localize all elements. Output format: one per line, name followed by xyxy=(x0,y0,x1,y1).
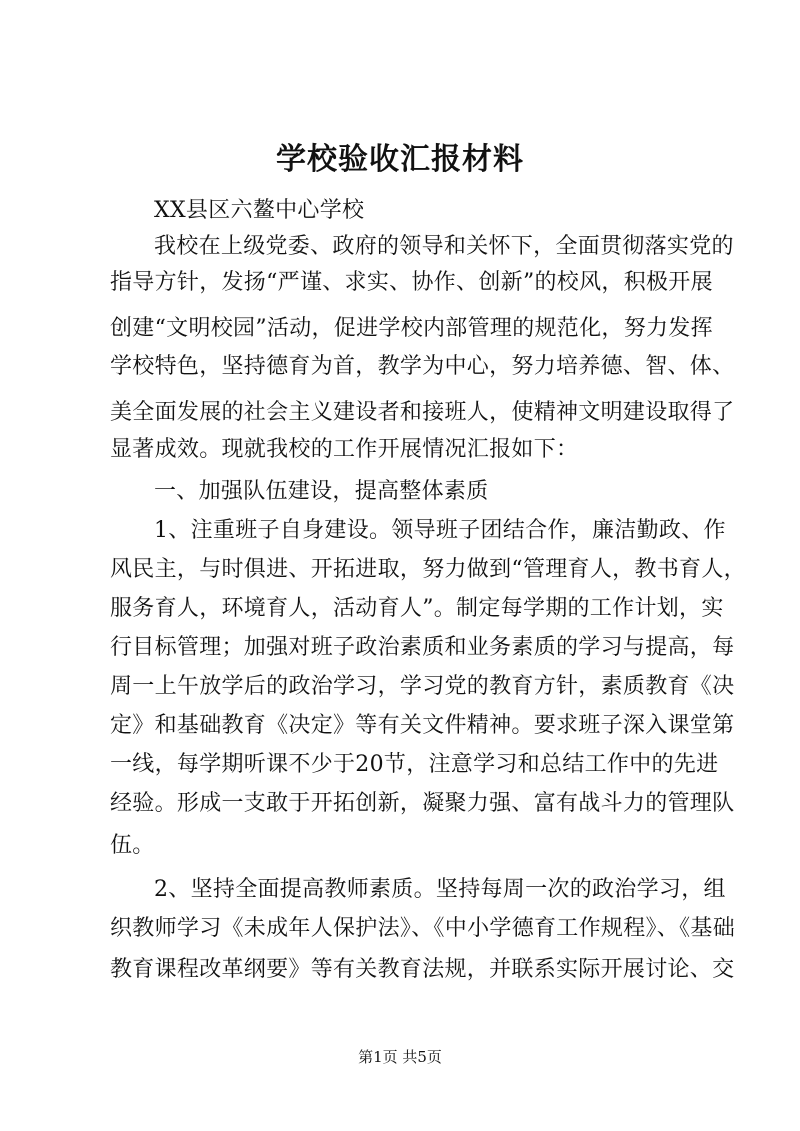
paragraph-2-line: 织教师学习《未成年人保护法》、《中小学德育工作规程》、《基础 xyxy=(110,916,736,941)
intro-line: 显著成效。现就我校的工作开展情况汇报如下： xyxy=(110,437,579,462)
intro-line: 我校在上级党委、政府的领导和关怀下，全面贯彻落实党的 xyxy=(154,234,734,259)
paragraph-1-line: 行目标管理；加强对班子政治素质和业务素质的学习与提高，每 xyxy=(110,635,735,660)
paragraph-1-line: 定》和基础教育《决定》等有关文件精神。要求班子深入课堂第 xyxy=(110,713,735,738)
page-indicator: 第1页 共5页 xyxy=(358,1048,442,1066)
paragraph-1-line: 风民主，与时俱进、开拓进取，努力做到“管理育人，教书育人， xyxy=(110,557,746,582)
paragraph-1-line: 一线，每学期听课不少于20节，注意学习和总结工作中的先进 xyxy=(110,752,719,777)
paragraph-1-line: 服务育人，环境育人，活动育人”。制定每学期的工作计划，实 xyxy=(110,596,724,621)
school-name: XX县区六鳌中心学校 xyxy=(154,198,365,223)
intro-line: 美全面发展的社会主义建设者和接班人，使精神文明建设取得了 xyxy=(110,400,735,425)
paragraph-2-line: 教育课程改革纲要》等有关教育法规，并联系实际开展讨论、交 xyxy=(110,957,735,982)
paragraph-1-line: 1、注重班子自身建设。领导班子团结合作，廉洁勤政、作 xyxy=(154,518,726,543)
paragraph-1-line: 经验。形成一支敢于开拓创新，凝聚力强、富有战斗力的管理队 xyxy=(110,791,735,816)
paragraph-1-line: 周一上午放学后的政治学习，学习党的教育方针，素质教育《决 xyxy=(110,674,735,699)
paragraph-1-line: 伍。 xyxy=(110,833,155,858)
intro-line: 学校特色，坚持德育为首，教学为中心，努力培养德、智、体、 xyxy=(110,354,735,379)
intro-line: 创建“文明校园”活动，促进学校内部管理的规范化，努力发挥 xyxy=(110,316,713,341)
section-heading: 一、加强队伍建设，提高整体素质 xyxy=(154,479,489,504)
intro-line: 指导方针，发扬“严谨、求实、协作、创新”的校风，积极开展 xyxy=(110,270,713,295)
paragraph-2-line: 2、坚持全面提高教师素质。坚持每周一次的政治学习，组 xyxy=(154,877,726,902)
document-title: 学校验收汇报材料 xyxy=(276,142,524,177)
